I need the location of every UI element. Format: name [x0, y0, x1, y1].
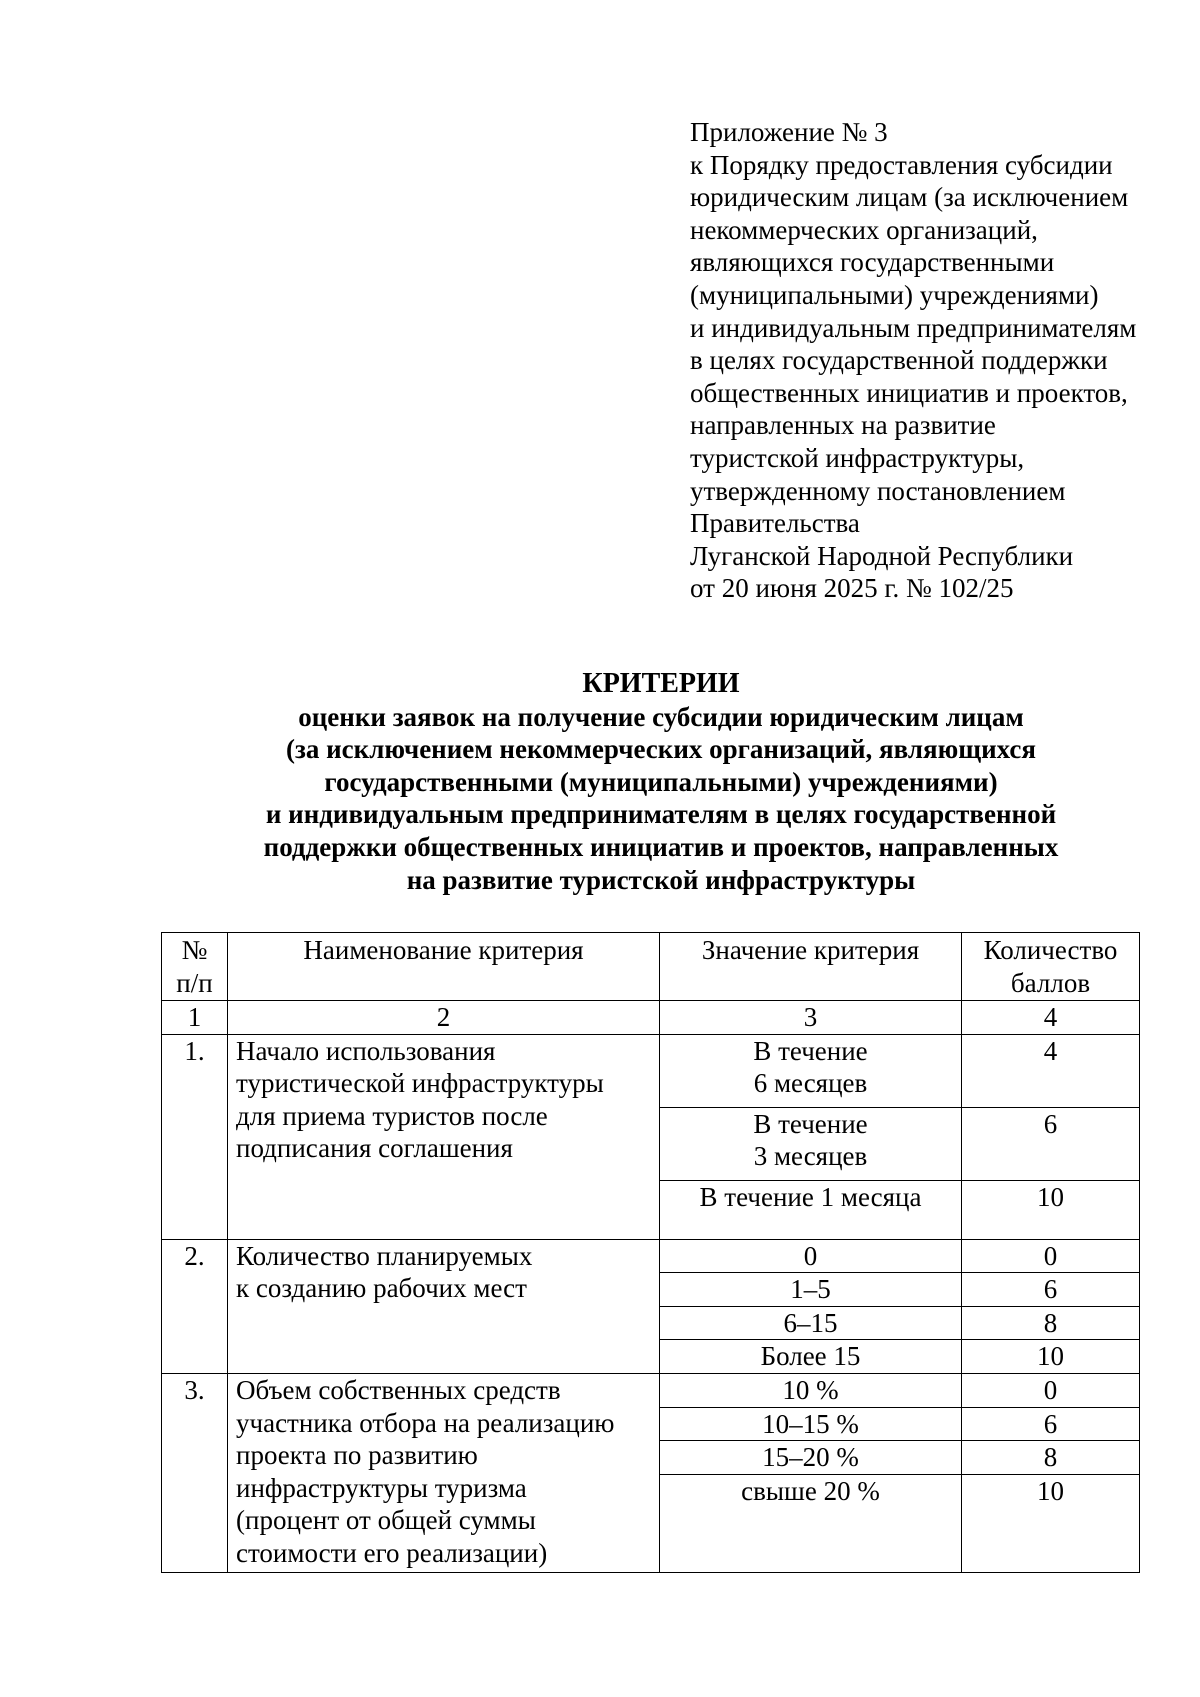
criterion-value: В течение 1 месяца [660, 1180, 962, 1239]
column-number: 1 [162, 1001, 228, 1035]
criterion-value: 0 [660, 1239, 962, 1273]
appendix-line: туристской инфраструктуры, [690, 442, 1025, 473]
header-criterion-name: Наименование критерия [228, 933, 660, 1001]
criterion-points: 10 [962, 1474, 1140, 1572]
appendix-line: от 20 июня 2025 г. № 102/25 [690, 573, 1014, 604]
title-line: (за исключением некоммерческих организаций, являющихся [286, 734, 1036, 765]
column-number: 3 [660, 1001, 962, 1035]
table-row [162, 1034, 1140, 1107]
header-points: Количество баллов [962, 933, 1140, 1001]
appendix-line: Приложение № 3 [690, 117, 888, 147]
appendix-line: в целях государственной поддержки [690, 345, 1108, 376]
appendix-line: Луганской Народной Республики [690, 540, 1074, 571]
criterion-value: 6–15 [660, 1306, 962, 1340]
table-row [162, 1373, 1140, 1407]
criterion-value: 1–5 [660, 1273, 962, 1307]
criterion-points: 10 [962, 1340, 1140, 1374]
title-line: оценки заявок на получение субсидии юридическим лицам [298, 701, 1024, 732]
appendix-line: (муниципальными) учреждениями) [690, 279, 1099, 310]
criterion-value: свыше 20 % [660, 1474, 962, 1572]
column-numbers-row [162, 1001, 1140, 1035]
appendix-block [690, 116, 1180, 605]
appendix-line: являющихся государственными [690, 247, 1055, 278]
criterion-number: 2. [162, 1239, 228, 1373]
criterion-points: 6 [962, 1407, 1140, 1441]
document-title [160, 668, 1162, 896]
criterion-points: 6 [962, 1273, 1140, 1307]
header-criterion-value: Значение критерия [660, 933, 962, 1001]
appendix-line: к Порядку предоставления субсидии [690, 149, 1113, 180]
appendix-line: юридическим лицам (за исключением [690, 182, 1129, 213]
appendix-line: некоммерческих организаций, [690, 214, 1038, 245]
criterion-points: 6 [962, 1107, 1140, 1180]
criterion-name: Объем собственных средств участника отбора на реализацию проекта по развитию инфраструктуры туризма (процент от общей суммы стоимости его реализации) [228, 1373, 660, 1572]
criterion-value: 10 % [660, 1373, 962, 1407]
criterion-points: 8 [962, 1306, 1140, 1340]
criterion-points: 8 [962, 1441, 1140, 1475]
appendix-line: общественных инициатив и проектов, [690, 377, 1128, 408]
appendix-line: Правительства [690, 508, 860, 539]
criterion-value: В течение 6 месяцев [660, 1034, 962, 1107]
title-line: на развитие туристской инфраструктуры [406, 864, 916, 895]
criterion-name: Начало использования туристической инфраструктуры для приема туристов после подписания соглашения [228, 1034, 660, 1239]
appendix-line: утвержденному постановлением [690, 475, 1066, 506]
criterion-name: Количество планируемых к созданию рабочих мест [228, 1239, 660, 1373]
criterion-value: Более 15 [660, 1340, 962, 1374]
criterion-points: 10 [962, 1180, 1140, 1239]
table-row [162, 1239, 1140, 1273]
table-header-row [162, 933, 1140, 1001]
criterion-value: 10–15 % [660, 1407, 962, 1441]
title-line: государственными (муниципальными) учреждениями) [324, 766, 998, 797]
criterion-points: 0 [962, 1373, 1140, 1407]
criterion-number: 1. [162, 1034, 228, 1239]
title-line: поддержки общественных инициатив и проектов, направленных [263, 831, 1059, 862]
criterion-points: 0 [962, 1239, 1140, 1273]
column-number: 4 [962, 1001, 1140, 1035]
criterion-points: 4 [962, 1034, 1140, 1107]
title-main: КРИТЕРИИ [582, 668, 740, 699]
criterion-number: 3. [162, 1373, 228, 1572]
header-number: № п/п [162, 933, 228, 1001]
appendix-line: направленных на развитие [690, 410, 996, 441]
column-number: 2 [228, 1001, 660, 1035]
criteria-table [161, 932, 1140, 1573]
criterion-value: 15–20 % [660, 1441, 962, 1475]
appendix-line: и индивидуальным предпринимателям [690, 312, 1137, 343]
criterion-value: В течение 3 месяцев [660, 1107, 962, 1180]
title-line: и индивидуальным предпринимателям в целях государственной [265, 799, 1057, 830]
